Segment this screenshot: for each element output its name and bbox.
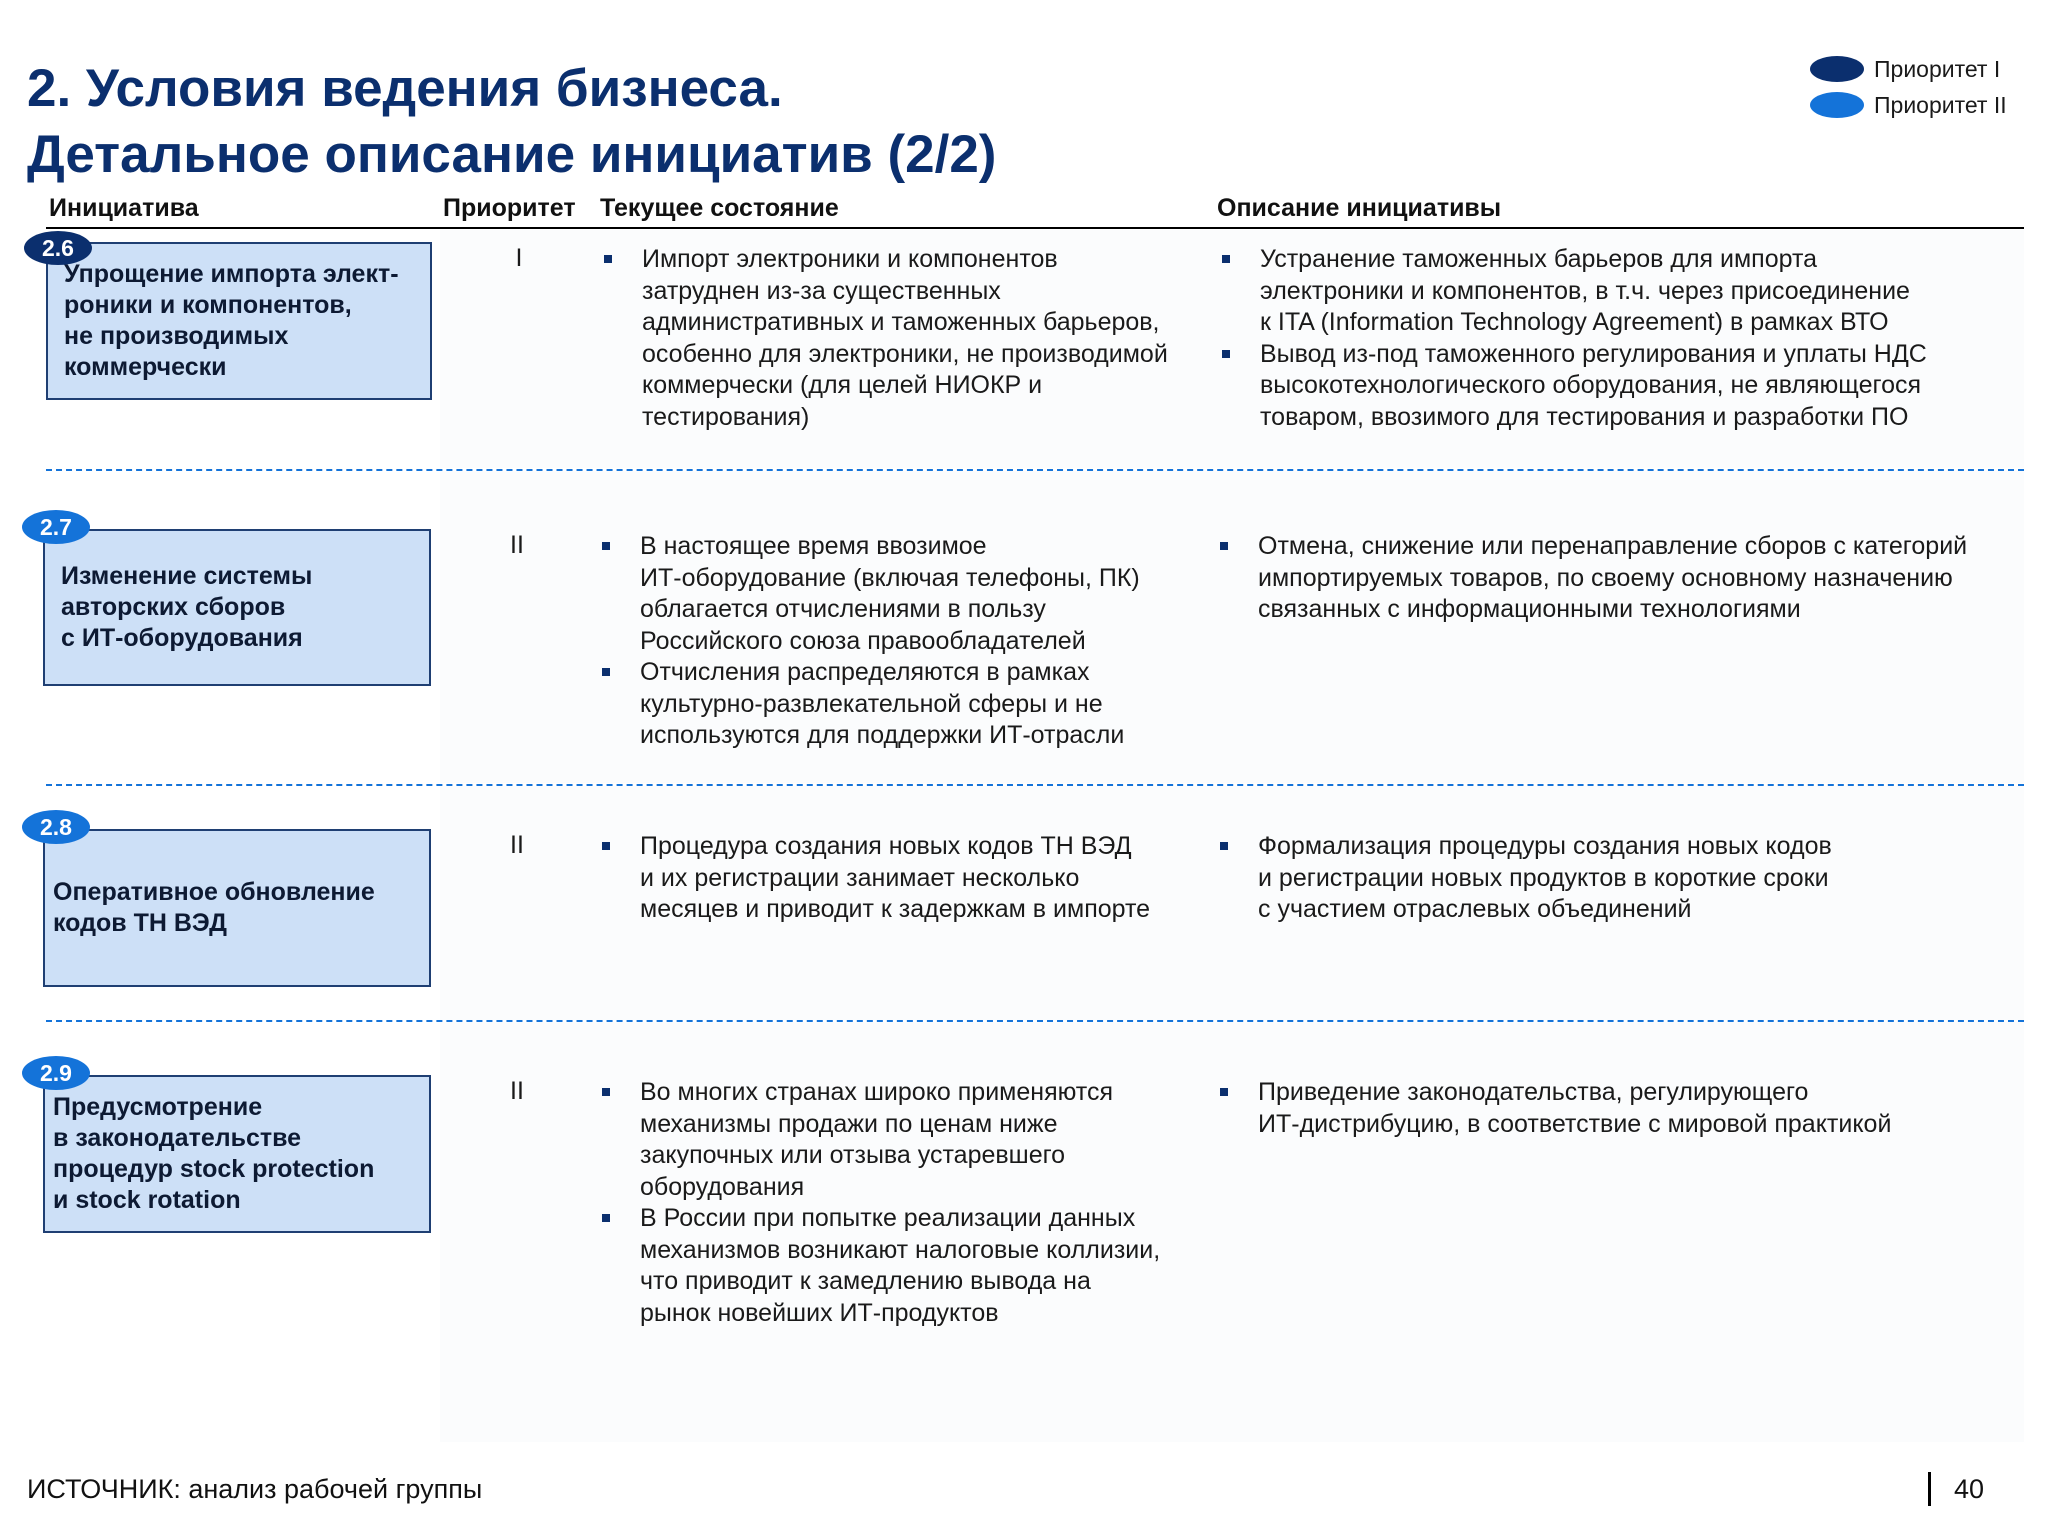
priority-legend [1810,51,2007,123]
priority-2-dot-icon [1810,92,1864,118]
current-state-item: В настоящее время ввозимое ИТ-оборудование (включая телефоны, ПК) облагается отчислениями в пользу Российского союза правообладателей [598,531,1210,657]
current-state-item: Отчисления распределяются в рамках культурно-развлекательной сферы и не используются для поддержки ИТ-отрасли [598,657,1210,752]
priority-value: II [510,531,524,559]
initiative-row-2-8 [0,786,2048,1020]
priority-value: II [510,1077,524,1105]
column-header-priority: Приоритет [443,194,576,222]
description-item: Отмена, снижение или перенаправление сборов с категорий импортируемых товаров, по своему основному назначению связанных с информационными технологиями [1216,531,2024,626]
initiative-box [43,1075,431,1233]
legend-item-priority-2 [1810,87,2007,123]
description-item: Вывод из-под таможенного регулирования и уплаты НДС высокотехнологического оборудования, не являющегося товаром, ввозимого для тестирования и разработки ПО [1218,339,2018,434]
current-state-list [598,831,1210,926]
description-item: Устранение таможенных барьеров для импорта электроники и компонентов, в т.ч. через присоединение к ITA (Information Technology Agreement) в рамках ВТО [1218,244,2018,339]
column-header-description: Описание инициативы [1217,194,1502,222]
initiative-row-2-7 [0,471,2048,783]
page-title [27,56,996,188]
current-state-list [598,531,1210,752]
initiative-box [43,529,431,686]
priority-value: II [510,831,524,859]
initiative-label: Предусмотрение в законодательстве процедур stock protection и stock rotation [53,1093,375,1214]
current-state-item: В России при попытке реализации данных механизмов возникают налоговые коллизии, что приводит к замедлению вывода на рынок новейших ИТ-продуктов [598,1203,1210,1329]
initiative-label: Изменение системы авторских сборов с ИТ-оборудования [61,562,313,652]
initiative-number-badge: 2.8 [22,810,90,844]
description-list [1216,831,2024,926]
initiative-label: Оперативное обновление кодов ТН ВЭД [53,878,375,937]
initiative-box [43,829,431,987]
page-title-line1: 2. Условия ведения бизнеса. [27,59,783,118]
header-divider [46,227,2024,229]
page-number: 40 [1954,1474,1985,1504]
current-state-list [600,244,1210,433]
current-state-item: Импорт электроники и компонентов затруднен из-за существенных административных и таможенных барьеров, особенно для электроники, не производимой коммерчески (для целей НИОКР и тестирования) [600,244,1210,433]
initiative-row-2-6 [0,230,2048,468]
legend-label-priority-1: Приоритет I [1874,55,2001,82]
initiative-number-badge: 2.9 [22,1056,90,1090]
description-item: Приведение законодательства, регулирующего ИТ-дистрибуцию, в соответствие с мировой практикой [1216,1077,2024,1140]
initiative-number-badge: 2.6 [24,231,92,265]
current-state-list [598,1077,1210,1329]
footer-separator [1928,1472,1931,1506]
legend-item-priority-1 [1810,51,2007,87]
column-header-current-state: Текущее состояние [600,194,839,222]
initiative-box [46,242,432,400]
legend-label-priority-2: Приоритет II [1874,91,2007,118]
initiative-row-2-9 [0,1022,2048,1442]
current-state-item: Во многих странах широко применяются механизмы продажи по ценам ниже закупочных или отзыва устаревшего оборудования [598,1077,1210,1203]
description-list [1216,531,2024,626]
description-list [1218,244,2018,433]
column-header-initiative: Инициатива [49,194,199,222]
source-note: ИСТОЧНИК: анализ рабочей группы [27,1474,483,1504]
current-state-item: Процедура создания новых кодов ТН ВЭД и их регистрации занимает несколько месяцев и приводит к задержкам в импорте [598,831,1210,926]
priority-value: I [515,244,523,272]
page-title-line2: Детальное описание инициатив (2/2) [27,125,997,184]
description-list [1216,1077,2024,1140]
initiative-number-badge: 2.7 [22,510,90,544]
priority-1-dot-icon [1810,56,1864,82]
description-item: Формализация процедуры создания новых кодов и регистрации новых продуктов в короткие сроки с участием отраслевых объединений [1216,831,2024,926]
initiative-label: Упрощение импорта элект- роники и компонентов, не производимых коммерчески [64,260,399,381]
